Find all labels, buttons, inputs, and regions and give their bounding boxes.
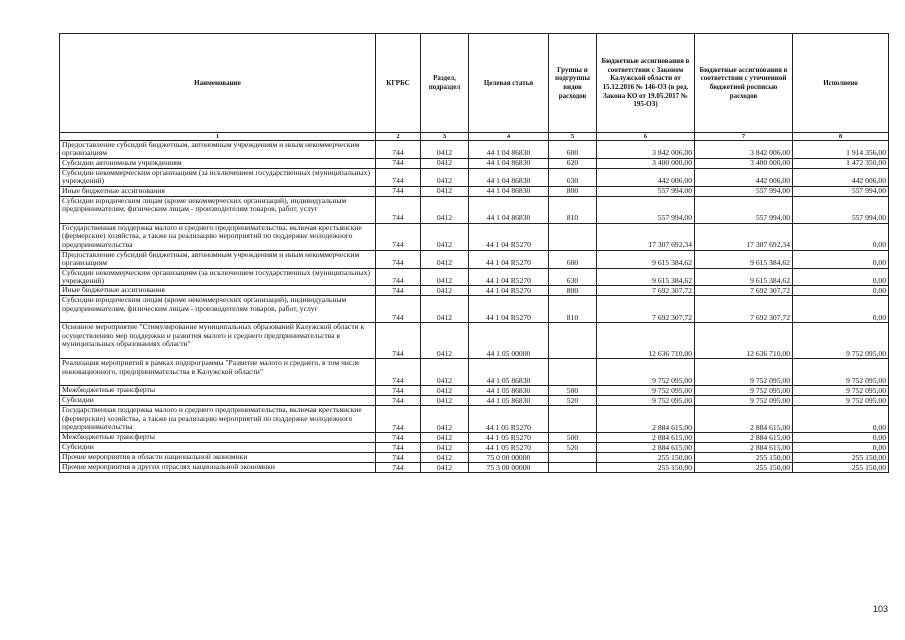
row-ispolneno: 0,00: [793, 223, 889, 250]
col-header-budget-law: Бюджетные ассигнования в соответствии с Законом Калужской области от 15.12.2016 № 146-ОЗ (в ред. Закона КО от 19.05.2017 № 195-ОЗ): [597, 34, 695, 133]
row-budget-refined: 7 692 307,72: [695, 296, 793, 323]
row-ispolneno: 255 150,00: [793, 453, 889, 463]
row-expense-type: 800: [549, 186, 597, 196]
row-ispolneno: 1 914 356,00: [793, 141, 889, 159]
row-kgrbs: 744: [376, 286, 421, 296]
table-row: [60, 223, 889, 250]
row-razdel: 0412: [421, 463, 469, 473]
col-header-budget-refined: Бюджетные ассигнования в соответствии с уточненной бюджетной росписью расходов: [695, 34, 793, 133]
table-row: [60, 286, 889, 296]
row-ispolneno: 0,00: [793, 443, 889, 453]
row-ispolneno: 255 150,00: [793, 463, 889, 473]
row-razdel: 0412: [421, 186, 469, 196]
col-header-kgrbs: КГРБС: [376, 34, 421, 133]
row-razdel: 0412: [421, 250, 469, 268]
row-name: Иные бюджетные ассигнования: [60, 286, 376, 296]
column-number-row: [60, 133, 889, 141]
row-ispolneno: 0,00: [793, 250, 889, 268]
table-row: [60, 296, 889, 323]
row-ispolneno: 9 752 095,00: [793, 323, 889, 359]
row-target-article: 44 1 05 R5270: [469, 406, 549, 433]
row-target-article: 44 1 04 R5270: [469, 286, 549, 296]
row-razdel: 0412: [421, 359, 469, 386]
row-target-article: 44 1 05 R5270: [469, 433, 549, 443]
row-kgrbs: 744: [376, 158, 421, 168]
row-budget-refined: 255 150,00: [695, 453, 793, 463]
row-expense-type: [549, 453, 597, 463]
row-budget-law: 9 615 384,62: [597, 250, 695, 268]
row-expense-type: 520: [549, 443, 597, 453]
row-razdel: 0412: [421, 268, 469, 286]
row-expense-type: 500: [549, 433, 597, 443]
col-header-ispolneno: Исполнено: [793, 34, 889, 133]
row-expense-type: 810: [549, 196, 597, 223]
row-target-article: 44 1 04 86830: [469, 196, 549, 223]
row-expense-type: 600: [549, 250, 597, 268]
row-budget-refined: 2 884 615,00: [695, 433, 793, 443]
row-ispolneno: 0,00: [793, 433, 889, 443]
row-kgrbs: 744: [376, 186, 421, 196]
row-target-article: 44 1 04 R5270: [469, 250, 549, 268]
row-target-article: 44 1 05 86830: [469, 396, 549, 406]
row-budget-refined: 557 994,00: [695, 186, 793, 196]
row-razdel: 0412: [421, 453, 469, 463]
table-row: [60, 386, 889, 396]
col-number: 6: [597, 133, 695, 141]
table-row: [60, 196, 889, 223]
row-razdel: 0412: [421, 223, 469, 250]
row-budget-refined: 9 752 095,00: [695, 396, 793, 406]
row-razdel: 0412: [421, 406, 469, 433]
row-expense-type: 600: [549, 141, 597, 159]
row-budget-law: 255 150,00: [597, 463, 695, 473]
row-name: Субсидии некоммерческим организациям (за исключением государственных (муниципальных) учреждений): [60, 268, 376, 286]
row-budget-refined: 255 150,00: [695, 463, 793, 473]
row-budget-refined: 2 884 615,00: [695, 443, 793, 453]
table-row: [60, 141, 889, 159]
row-budget-law: 2 884 615,00: [597, 443, 695, 453]
row-ispolneno: 9 752 095,00: [793, 386, 889, 396]
row-expense-type: 500: [549, 386, 597, 396]
budget-table: [59, 33, 889, 473]
row-expense-type: [549, 223, 597, 250]
table-row: [60, 443, 889, 453]
col-number: 5: [549, 133, 597, 141]
row-kgrbs: 744: [376, 268, 421, 286]
row-target-article: 44 1 05 86830: [469, 386, 549, 396]
table-row: [60, 186, 889, 196]
page-number: 103: [872, 604, 888, 614]
row-razdel: 0412: [421, 158, 469, 168]
table-body: [60, 141, 889, 473]
row-expense-type: [549, 463, 597, 473]
table-row: [60, 433, 889, 443]
table-row: [60, 396, 889, 406]
row-kgrbs: 744: [376, 359, 421, 386]
row-kgrbs: 744: [376, 443, 421, 453]
table-row: [60, 168, 889, 186]
row-kgrbs: 744: [376, 141, 421, 159]
row-expense-type: 630: [549, 268, 597, 286]
table-row: [60, 359, 889, 386]
row-kgrbs: 744: [376, 386, 421, 396]
row-razdel: 0412: [421, 196, 469, 223]
row-budget-refined: 9 752 095,00: [695, 386, 793, 396]
row-target-article: 44 1 04 86830: [469, 158, 549, 168]
row-name: Субсидии автономным учреждениям: [60, 158, 376, 168]
row-kgrbs: 744: [376, 396, 421, 406]
row-expense-type: 520: [549, 396, 597, 406]
row-target-article: 44 1 04 R5270: [469, 223, 549, 250]
row-kgrbs: 744: [376, 323, 421, 359]
row-ispolneno: 9 752 095,00: [793, 396, 889, 406]
col-header-razdel: Раздел, подраздел: [421, 34, 469, 133]
row-name: Прочие мероприятия в других отраслях национальной экономики: [60, 463, 376, 473]
row-name: Государственная поддержка малого и среднего предпринимательства, включая крестьянские (фермерские) хозяйства, а также на реализацию мероприятий по поддержке молодежного предпринимательства: [60, 406, 376, 433]
row-expense-type: 800: [549, 286, 597, 296]
row-ispolneno: 557 994,00: [793, 186, 889, 196]
row-budget-law: 17 307 692,34: [597, 223, 695, 250]
row-budget-law: 12 636 710,00: [597, 323, 695, 359]
row-target-article: 75 3 00 00000: [469, 463, 549, 473]
row-name: Субсидии: [60, 443, 376, 453]
row-budget-refined: 9 752 095,00: [695, 359, 793, 386]
row-ispolneno: 9 752 095,00: [793, 359, 889, 386]
row-name: Межбюджетные трансферты: [60, 433, 376, 443]
row-target-article: 44 1 04 R5270: [469, 268, 549, 286]
col-number: 4: [469, 133, 549, 141]
row-target-article: 75 0 00 00000: [469, 453, 549, 463]
row-budget-law: 9 752 095,00: [597, 386, 695, 396]
row-ispolneno: 0,00: [793, 406, 889, 433]
row-name: Реализация мероприятий в рамках подпрограммы "Развитие малого и среднего, в том числе инновационного, предпринимательства в Калужской области": [60, 359, 376, 386]
col-number: 7: [695, 133, 793, 141]
row-target-article: 44 1 04 R5270: [469, 296, 549, 323]
row-razdel: 0412: [421, 396, 469, 406]
row-budget-law: 3 842 006,00: [597, 141, 695, 159]
row-razdel: 0412: [421, 323, 469, 359]
row-kgrbs: 744: [376, 196, 421, 223]
row-budget-refined: 3 400 000,00: [695, 158, 793, 168]
row-budget-refined: 17 307 692,34: [695, 223, 793, 250]
row-name: Иные бюджетные ассигнования: [60, 186, 376, 196]
table-row: [60, 250, 889, 268]
row-razdel: 0412: [421, 286, 469, 296]
row-budget-law: 557 994,00: [597, 196, 695, 223]
row-expense-type: [549, 406, 597, 433]
row-expense-type: [549, 323, 597, 359]
row-budget-law: 557 994,00: [597, 186, 695, 196]
row-target-article: 44 1 05 R5270: [469, 443, 549, 453]
row-name: Предоставление субсидий бюджетным, автономным учреждениям и иным некоммерческим организациям: [60, 250, 376, 268]
row-target-article: 44 1 04 86830: [469, 168, 549, 186]
row-budget-law: 9 752 095,00: [597, 396, 695, 406]
row-ispolneno: 0,00: [793, 296, 889, 323]
row-kgrbs: 744: [376, 433, 421, 443]
row-expense-type: 810: [549, 296, 597, 323]
row-kgrbs: 744: [376, 296, 421, 323]
row-target-article: 44 1 05 86830: [469, 359, 549, 386]
row-razdel: 0412: [421, 443, 469, 453]
row-expense-type: 630: [549, 168, 597, 186]
row-ispolneno: 0,00: [793, 286, 889, 296]
row-kgrbs: 744: [376, 250, 421, 268]
row-name: Межбюджетные трансферты: [60, 386, 376, 396]
row-kgrbs: 744: [376, 168, 421, 186]
row-budget-law: 442 006,00: [597, 168, 695, 186]
row-name: Прочие мероприятия в области национальной экономики: [60, 453, 376, 463]
header-row: [60, 34, 889, 133]
row-budget-refined: 9 615 384,62: [695, 268, 793, 286]
row-budget-law: 7 692 307,72: [597, 296, 695, 323]
row-budget-refined: 2 884 615,00: [695, 406, 793, 433]
row-razdel: 0412: [421, 168, 469, 186]
col-number: 1: [60, 133, 376, 141]
row-name: Субсидии некоммерческим организациям (за исключением государственных (муниципальных) учреждений): [60, 168, 376, 186]
table-row: [60, 406, 889, 433]
col-number: 3: [421, 133, 469, 141]
row-kgrbs: 744: [376, 453, 421, 463]
row-budget-refined: 7 692 307,72: [695, 286, 793, 296]
row-ispolneno: 442 006,00: [793, 168, 889, 186]
row-budget-refined: 3 842 006,00: [695, 141, 793, 159]
row-budget-refined: 557 994,00: [695, 196, 793, 223]
row-name: Государственная поддержка малого и среднего предпринимательства, включая крестьянские (фермерские) хозяйства, а также на реализацию мероприятий по поддержке молодежного предпринимательства: [60, 223, 376, 250]
row-budget-refined: 9 615 384,62: [695, 250, 793, 268]
col-number: 8: [793, 133, 889, 141]
row-name: Субсидии юридическим лицам (кроме некоммерческих организаций), индивидуальным предпринимателям, физическим лицам - производителям товаров, работ, услуг: [60, 196, 376, 223]
row-budget-law: 2 884 615,00: [597, 406, 695, 433]
row-budget-law: 9 752 095,00: [597, 359, 695, 386]
row-razdel: 0412: [421, 433, 469, 443]
row-razdel: 0412: [421, 386, 469, 396]
row-name: Предоставление субсидий бюджетным, автономным учреждениям и иным некоммерческим организациям: [60, 141, 376, 159]
table-row: [60, 453, 889, 463]
row-razdel: 0412: [421, 141, 469, 159]
row-budget-law: 255 150,00: [597, 453, 695, 463]
row-razdel: 0412: [421, 296, 469, 323]
row-kgrbs: 744: [376, 223, 421, 250]
row-ispolneno: 557 994,00: [793, 196, 889, 223]
row-ispolneno: 0,00: [793, 268, 889, 286]
row-target-article: 44 1 04 86830: [469, 141, 549, 159]
row-budget-law: 2 884 615,00: [597, 433, 695, 443]
col-header-name: Наименование: [60, 34, 376, 133]
row-kgrbs: 744: [376, 406, 421, 433]
table-row: [60, 323, 889, 359]
row-kgrbs: 744: [376, 463, 421, 473]
table-row: [60, 463, 889, 473]
col-header-tselevaya: Целевая статья: [469, 34, 549, 133]
row-name: Субсидии: [60, 396, 376, 406]
row-target-article: 44 1 04 86830: [469, 186, 549, 196]
col-number: 2: [376, 133, 421, 141]
row-expense-type: [549, 359, 597, 386]
row-name: Основное мероприятие "Стимулирование муниципальных образований Калужской области к осуществлению мер поддержки и развития малого и среднего предпринимательства в муниципальных образованиях области": [60, 323, 376, 359]
row-ispolneno: 1 472 350,00: [793, 158, 889, 168]
row-budget-law: 7 692 307,72: [597, 286, 695, 296]
row-budget-law: 3 400 000,00: [597, 158, 695, 168]
col-header-gruppy: Группы и подгруппы видов расходов: [549, 34, 597, 133]
table-row: [60, 158, 889, 168]
row-budget-refined: 442 006,00: [695, 168, 793, 186]
row-name: Субсидии юридическим лицам (кроме некоммерческих организаций), индивидуальным предпринимателям, физическим лицам - производителям товаров, работ, услуг: [60, 296, 376, 323]
table-row: [60, 268, 889, 286]
row-budget-law: 9 615 384,62: [597, 268, 695, 286]
row-target-article: 44 1 05 00000: [469, 323, 549, 359]
row-budget-refined: 12 636 710,00: [695, 323, 793, 359]
row-expense-type: 620: [549, 158, 597, 168]
